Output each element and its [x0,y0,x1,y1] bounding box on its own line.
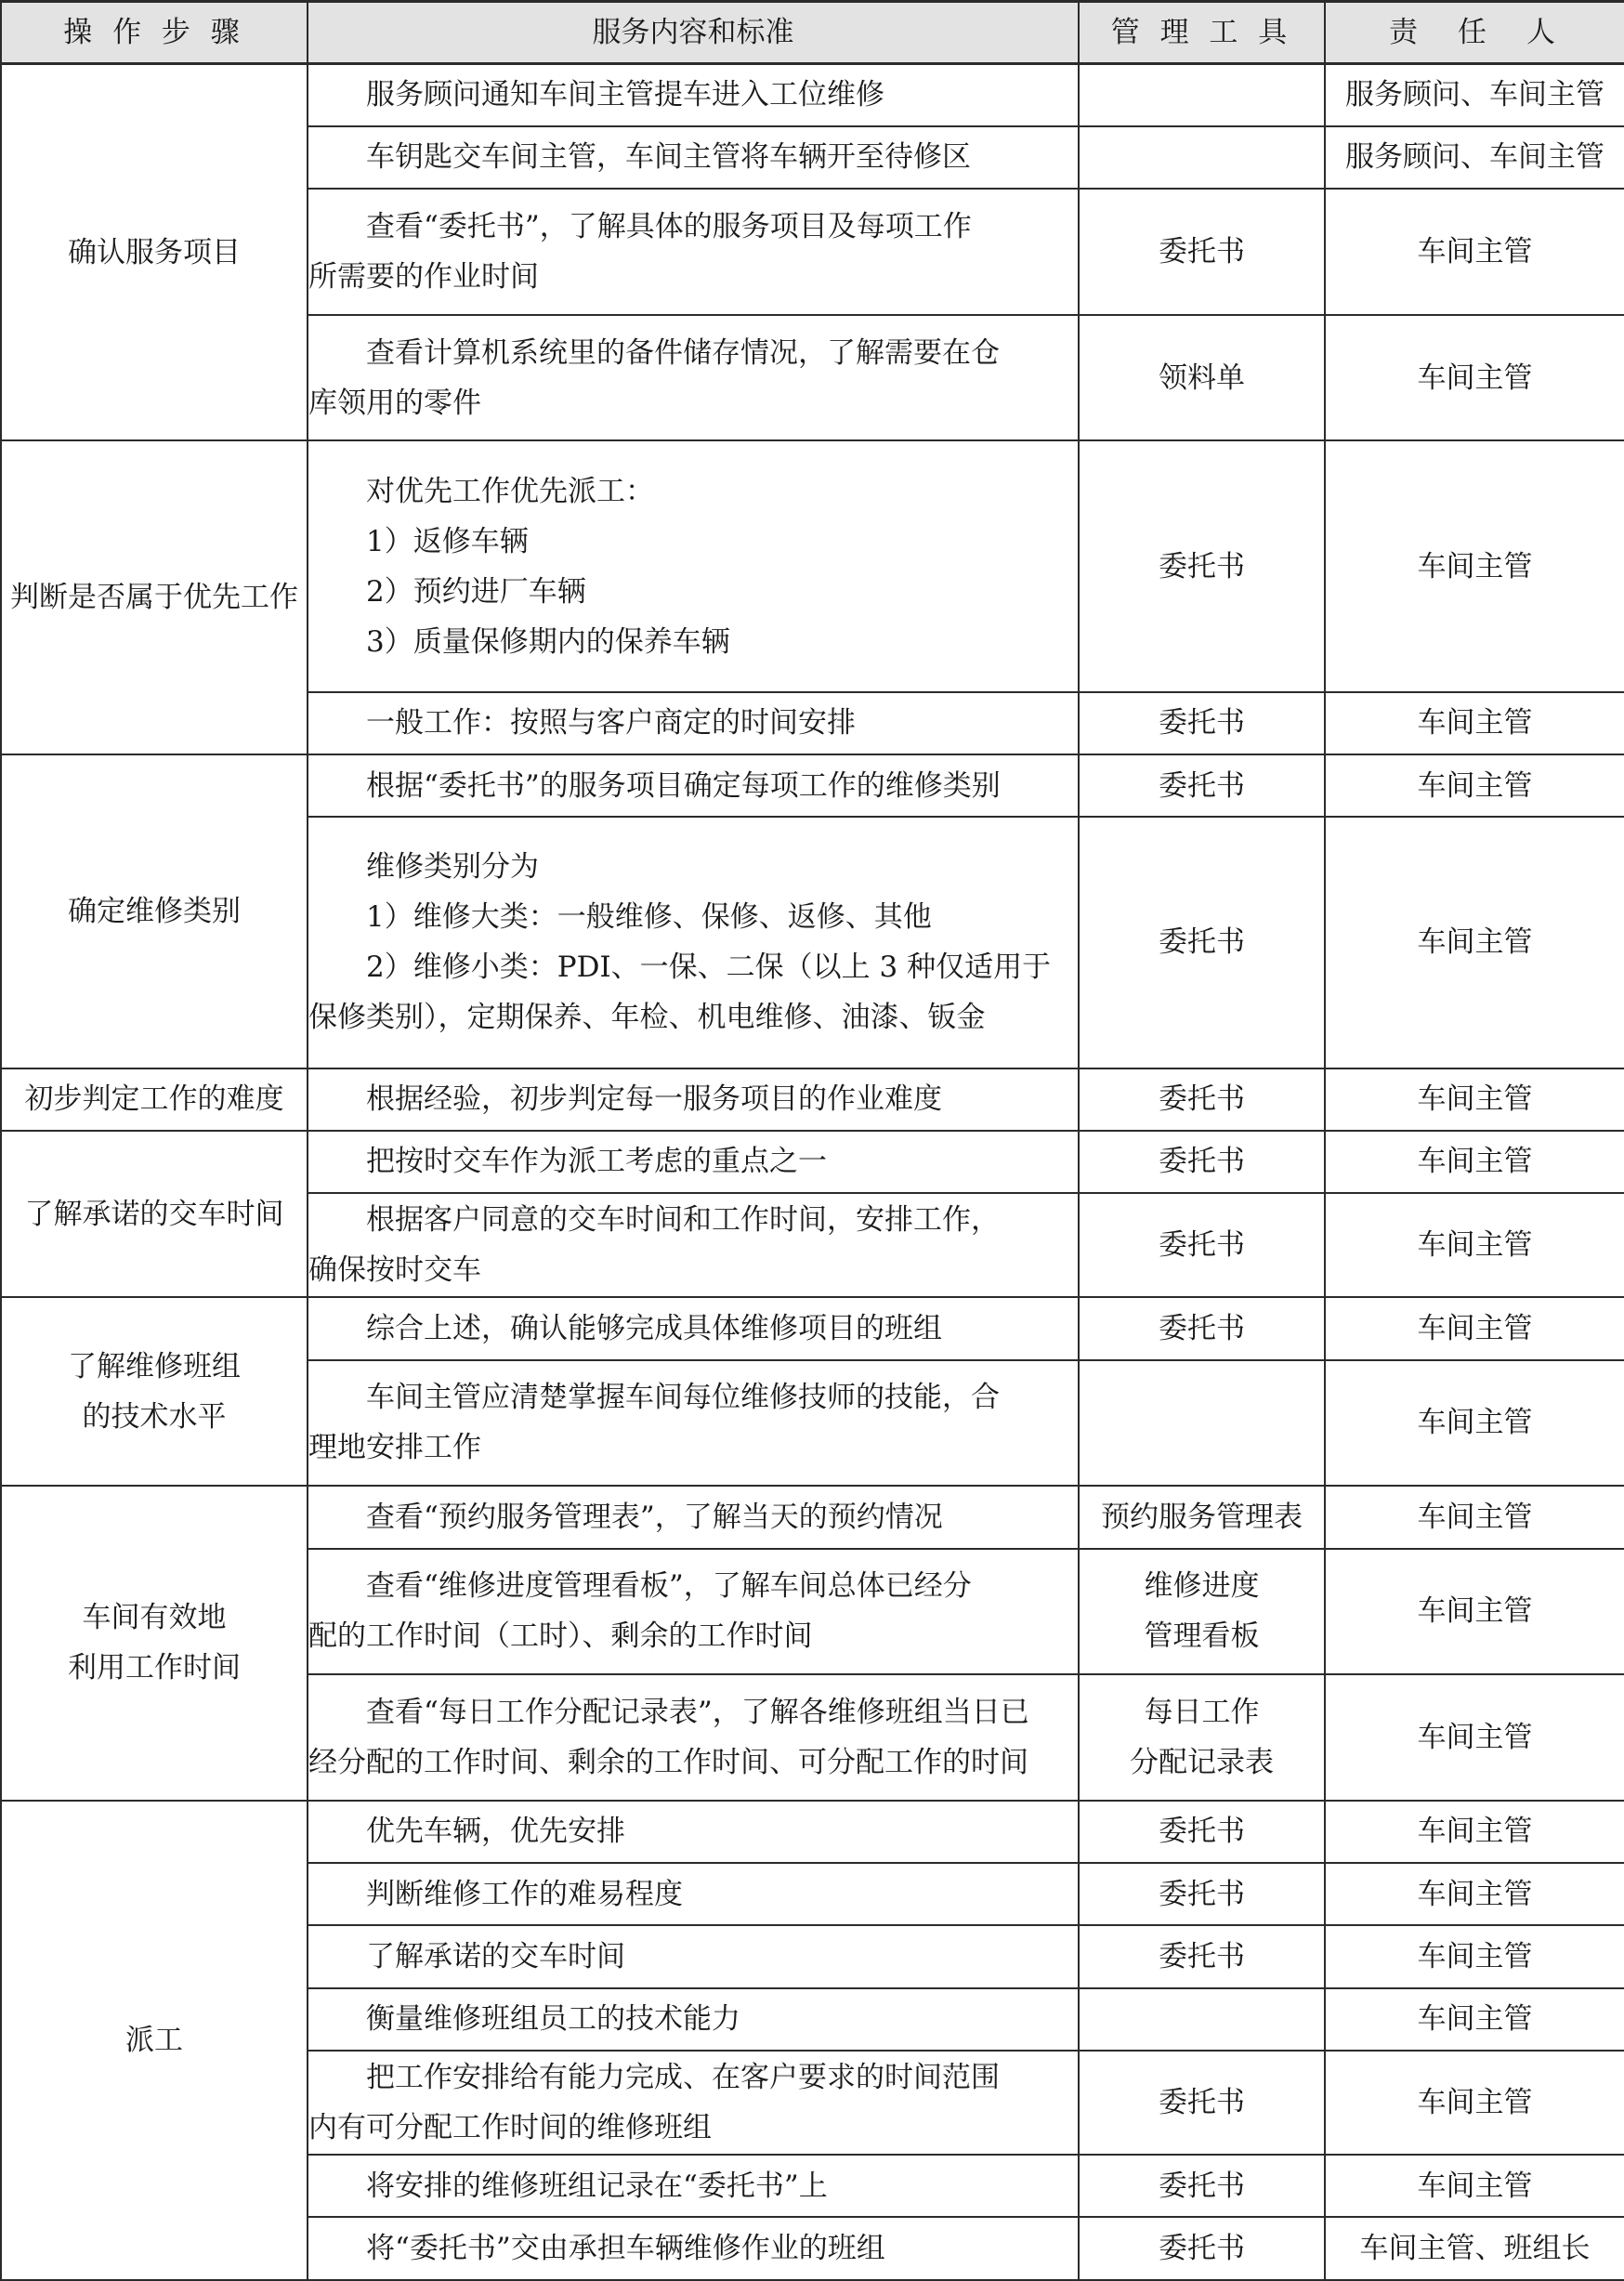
content-cell [308,1193,1079,1297]
responsible-cell [1325,1988,1624,2051]
content-cell [308,1297,1079,1359]
text-line: 将安排的维修班组记录在“委托书”上 [366,2169,828,2203]
tool-cell [1079,189,1325,315]
text-line: 综合上述，确认能够完成具体维修项目的班组 [366,1311,942,1345]
responsible-cell [1325,1863,1624,1925]
tool-cell [1079,692,1325,754]
content-cell [308,1988,1079,2051]
text-line: 将“委托书”交由承担车辆维修作业的班组 [366,2232,885,2266]
table-row [1,64,1624,126]
text-line: 委托书 [1159,925,1245,960]
text-line: 车间主管、班组长 [1359,2232,1591,2266]
tool-cell [1079,440,1325,691]
responsible-cell [1325,754,1624,817]
tool-cell [1079,1801,1325,1863]
table-header-row [1,2,1624,64]
text-line: 确认服务项目 [68,235,241,269]
text-line: 车间主管 [1417,549,1533,583]
responsible-cell [1325,440,1624,691]
text-line: 1）维修大类：一般维修、保修、返修、其他 [366,900,932,935]
text-line: 2）维修小类：PDI、一保、二保（以上 3 种仅适用于 [366,950,1052,985]
text-line: 车间主管 [1417,1877,1533,1911]
responsible-cell [1325,315,1624,441]
content-cell [308,1549,1079,1675]
text-line: 委托书 [1159,1940,1245,1974]
text-line: 利用工作时间 [68,1651,241,1685]
tool-cell [1079,1988,1325,2051]
text-line: 确保按时交车 [308,1253,481,1288]
text-line: 所需要的作业时间 [308,259,539,294]
text-line: 车间主管 [1417,1500,1533,1534]
text-line: 判断是否属于优先工作 [10,581,298,615]
text-line: 委托书 [1159,1877,1245,1911]
responsible-cell [1325,1486,1624,1548]
tool-cell [1079,1674,1325,1801]
text-line: 查看“维修进度管理看板”，了解车间总体已经分 [366,1569,972,1604]
responsible-cell [1325,1068,1624,1131]
content-cell [308,754,1079,817]
content-cell [308,315,1079,441]
content-cell [308,189,1079,315]
content-cell [308,2051,1079,2155]
text-line: 了解承诺的交车时间 [24,1197,284,1231]
tool-cell [1079,1863,1325,1925]
text-line: 委托书 [1159,1082,1245,1117]
text-line: 车间主管 [1417,2002,1533,2037]
text-line: 车间主管 [1417,1720,1533,1754]
responsible-cell [1325,1360,1624,1487]
content-cell [308,1068,1079,1131]
text-line: 车间主管 [1417,1594,1533,1629]
text-line: 委托书 [1159,1145,1245,1179]
text-line: 车间主管 [1417,234,1533,269]
text-line: 确定维修类别 [68,894,241,928]
text-line: 把按时交车作为派工考虑的重点之一 [366,1145,827,1179]
tool-cell [1079,1486,1325,1548]
text-line: 衡量维修班组员工的技术能力 [366,2002,740,2037]
text-line: 1）返修车辆 [366,524,529,558]
text-line: 3）质量保修期内的保养车辆 [366,624,730,659]
table-row [1,754,1624,817]
header-responsible: 责 任 人 [1325,2,1624,64]
content-cell [308,1131,1079,1193]
responsible-cell [1325,126,1624,189]
tool-cell [1079,2155,1325,2217]
header-step: 操 作 步 骤 [1,2,308,64]
content-cell [308,692,1079,754]
text-line: 派工 [125,2023,183,2057]
text-line: 根据客户同意的交车时间和工作时间，安排工作， [366,1203,1000,1238]
step-name-cell [1,1801,308,2280]
text-line: 把工作安排给有能力完成、在客户要求的时间范围 [366,2061,1000,2095]
responsible-cell [1325,692,1624,754]
text-line: 理地安排工作 [308,1431,481,1465]
table-row [1,1297,1624,1359]
text-line: 查看计算机系统里的备件储存情况，了解需要在仓 [366,335,1000,370]
table-row [1,1801,1624,1863]
responsible-cell [1325,1193,1624,1297]
tool-cell [1079,126,1325,189]
text-line: 委托书 [1159,2086,1245,2120]
text-line: 经分配的工作时间、剩余的工作时间、可分配工作的时间 [308,1745,1028,1779]
text-line: 车间主管 [1417,925,1533,960]
header-content: 服务内容和标准 [308,2,1079,64]
text-line: 维修类别分为 [366,850,539,885]
text-line: 领料单 [1159,361,1245,395]
step-name-cell [1,64,308,441]
text-line: 服务顾问、车间主管 [1345,78,1604,112]
text-line: 车间主管 [1417,1228,1533,1263]
text-line: 车钥匙交车间主管，车间主管将车辆开至待修区 [366,140,971,175]
step-name-cell [1,754,308,1068]
content-cell [308,1674,1079,1801]
content-cell [308,1360,1079,1487]
text-line: 保修类别），定期保养、年检、机电维修、油漆、钣金 [308,1001,986,1035]
table-row [1,440,1624,691]
step-name-cell [1,1297,308,1486]
text-line: 车间主管应清楚掌握车间每位维修技师的技能，合 [366,1381,1000,1415]
text-line: 判断维修工作的难易程度 [366,1877,683,1911]
text-line: 优先车辆，优先安排 [366,1815,625,1849]
responsible-cell [1325,1131,1624,1193]
text-line: 车间主管 [1417,2169,1533,2203]
responsible-cell [1325,2217,1624,2280]
responsible-cell [1325,1297,1624,1359]
tool-cell [1079,817,1325,1068]
step-name-cell [1,1068,308,1131]
text-line: 车间主管 [1417,1406,1533,1440]
text-line: 查看“每日工作分配记录表”，了解各维修班组当日已 [366,1695,1029,1729]
text-line: 委托书 [1159,706,1245,741]
text-line: 车间主管 [1417,1082,1533,1117]
tool-cell [1079,754,1325,817]
tool-cell [1079,1193,1325,1297]
text-line: 车间有效地 [82,1601,227,1635]
text-line: 委托书 [1159,1311,1245,1345]
text-line: 委托书 [1159,768,1245,803]
text-line: 对优先工作优先派工： [366,474,654,508]
text-line: 预约服务管理表 [1101,1500,1303,1534]
step-name-cell [1,1486,308,1801]
content-cell [308,126,1079,189]
text-line: 车间主管 [1417,361,1533,395]
responsible-cell [1325,64,1624,126]
step-name-cell [1,1131,308,1297]
text-line: 车间主管 [1417,1311,1533,1345]
content-cell [308,2217,1079,2280]
text-line: 车间主管 [1417,1145,1533,1179]
text-line: 委托书 [1159,2169,1245,2203]
step-name-cell [1,440,308,754]
text-line: 车间主管 [1417,2086,1533,2120]
text-line: 车间主管 [1417,1940,1533,1974]
text-line: 委托书 [1159,1815,1245,1849]
tool-cell [1079,315,1325,441]
content-cell [308,64,1079,126]
tool-cell [1079,64,1325,126]
text-line: 根据经验，初步判定每一服务项目的作业难度 [366,1082,942,1117]
responsible-cell [1325,1674,1624,1801]
text-line: 配的工作时间（工时）、剩余的工作时间 [308,1619,813,1654]
responsible-cell [1325,1925,1624,1987]
text-line: 车间主管 [1417,768,1533,803]
tool-cell [1079,1131,1325,1193]
text-line: 查看“委托书”，了解具体的服务项目及每项工作 [366,209,972,243]
content-cell [308,1863,1079,1925]
tool-cell [1079,1549,1325,1675]
responsible-cell [1325,2051,1624,2155]
table-row [1,1486,1624,1548]
header-tool: 管 理 工 具 [1079,2,1325,64]
responsible-cell [1325,1801,1624,1863]
tool-cell [1079,1297,1325,1359]
content-cell [308,1486,1079,1548]
text-line: 一般工作：按照与客户商定的时间安排 [366,706,856,741]
text-line: 委托书 [1159,1228,1245,1263]
text-line: 委托书 [1159,2232,1245,2266]
table-body [1,64,1624,2281]
text-line: 管理看板 [1144,1619,1260,1654]
responsible-cell [1325,189,1624,315]
content-cell [308,817,1079,1068]
content-cell [308,1925,1079,1987]
text-line: 库领用的零件 [308,386,481,420]
tool-cell [1079,2051,1325,2155]
text-line: 2）预约进厂车辆 [366,574,586,609]
text-line: 了解承诺的交车时间 [366,1940,625,1974]
text-line: 服务顾问、车间主管 [1345,140,1604,175]
text-line: 的技术水平 [82,1399,227,1434]
text-line: 初步判定工作的难度 [24,1082,284,1117]
text-line: 车间主管 [1417,706,1533,741]
responsible-cell [1325,1549,1624,1675]
tool-cell [1079,2217,1325,2280]
tool-cell [1079,1360,1325,1487]
text-line: 分配记录表 [1130,1745,1274,1779]
responsible-cell [1325,817,1624,1068]
text-line: 委托书 [1159,549,1245,583]
text-line: 维修进度 [1144,1569,1260,1604]
text-line: 每日工作 [1144,1695,1260,1729]
tool-cell [1079,1925,1325,1987]
text-line: 车间主管 [1417,1815,1533,1849]
text-line: 根据“委托书”的服务项目确定每项工作的维修类别 [366,768,1001,803]
text-line: 了解维修班组 [68,1349,241,1383]
content-cell [308,1801,1079,1863]
responsible-cell [1325,2155,1624,2217]
text-line: 内有可分配工作时间的维修班组 [308,2111,712,2145]
content-cell [308,2155,1079,2217]
content-cell [308,440,1079,691]
table-row [1,1131,1624,1193]
text-line: 委托书 [1159,234,1245,269]
table-row [1,1068,1624,1131]
text-line: 服务顾问通知车间主管提车进入工位维修 [366,78,884,112]
tool-cell [1079,1068,1325,1131]
text-line: 查看“预约服务管理表”，了解当天的预约情况 [366,1500,943,1534]
